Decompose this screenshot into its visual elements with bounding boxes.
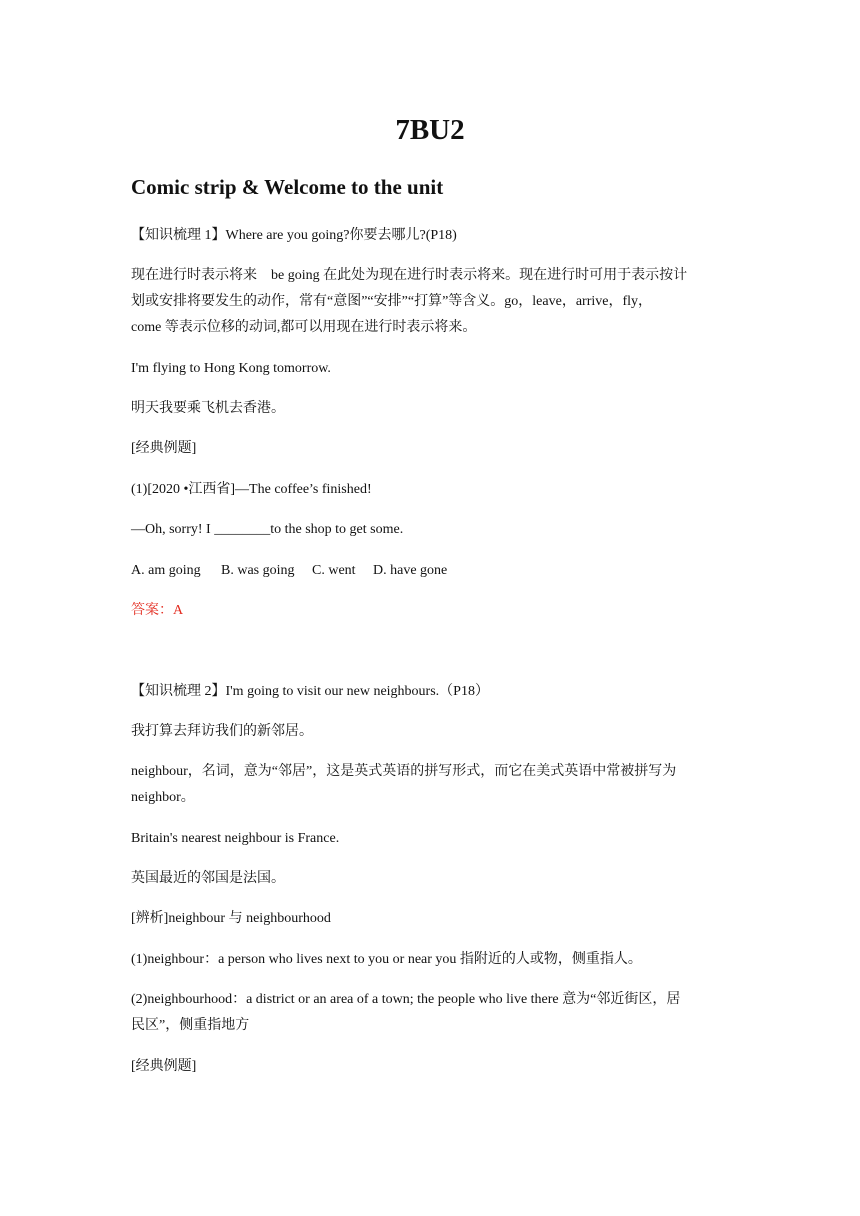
- example-sentence-cn: 明天我要乘飞机去香港。: [131, 401, 285, 416]
- heading-translation: 我打算去拜访我们的新邻居。: [131, 724, 313, 739]
- distinction-item-2-cont: 民区”，侧重指地方: [131, 1018, 250, 1033]
- example-sentence-cn: 英国最近的邻国是法国。: [131, 871, 285, 886]
- example-sentence-en: I'm flying to Hong Kong tomorrow.: [131, 361, 331, 376]
- answer-text: 答案：A: [131, 603, 184, 618]
- knowledge-heading-1: 【知识梳理 1】Where are you going?你要去哪儿?(P18): [131, 228, 457, 243]
- exercise-label: [经典例题]: [131, 1059, 197, 1074]
- option-d: D. have gone: [373, 563, 448, 578]
- exercise-label: [经典例题]: [131, 441, 197, 456]
- distinction-label: [辨析]neighbour 与 neighbourhood: [131, 911, 331, 926]
- page-title: 7BU2: [395, 114, 465, 146]
- distinction-item-1: (1)neighbour：a person who lives next to you or near you 指附近的人或物，侧重指人。: [131, 952, 642, 967]
- distinction-item-2: (2)neighbourhood：a district or an area of a town; the people who live there 意为“邻近街区，居: [131, 992, 681, 1007]
- exercise-question: (1)[2020 •江西省]—The coffee’s finished!: [131, 482, 372, 497]
- exercise-question-reply: —Oh, sorry! I ________to the shop to get some.: [131, 522, 404, 537]
- explanation-line: 现在进行时表示将来 be going 在此处为现在进行时表示将来。现在进行时可用于表示按计: [131, 268, 688, 283]
- example-sentence-en: Britain's nearest neighbour is France.: [131, 831, 340, 846]
- option-b: B. was going: [221, 563, 295, 578]
- option-a: A. am going: [131, 563, 201, 578]
- explanation-line: neighbour，名词，意为“邻居”，这是英式英语的拼写形式，而它在美式英语中常被拼写为: [131, 764, 677, 779]
- answer-options: [131, 559, 731, 583]
- option-c: C. went: [312, 563, 356, 578]
- knowledge-heading-2: 【知识梳理 2】I'm going to visit our new neighbours.（P18）: [131, 684, 489, 699]
- explanation-line: 划或安排将要发生的动作，常有“意图”“安排”“打算”等含义。go，leave，arrive，fly，: [131, 294, 653, 309]
- explanation-line: neighbor。: [131, 790, 195, 805]
- explanation-line: come 等表示位移的动词,都可以用现在进行时表示将来。: [131, 320, 477, 335]
- section-subtitle: Comic strip & Welcome to the unit: [131, 175, 444, 199]
